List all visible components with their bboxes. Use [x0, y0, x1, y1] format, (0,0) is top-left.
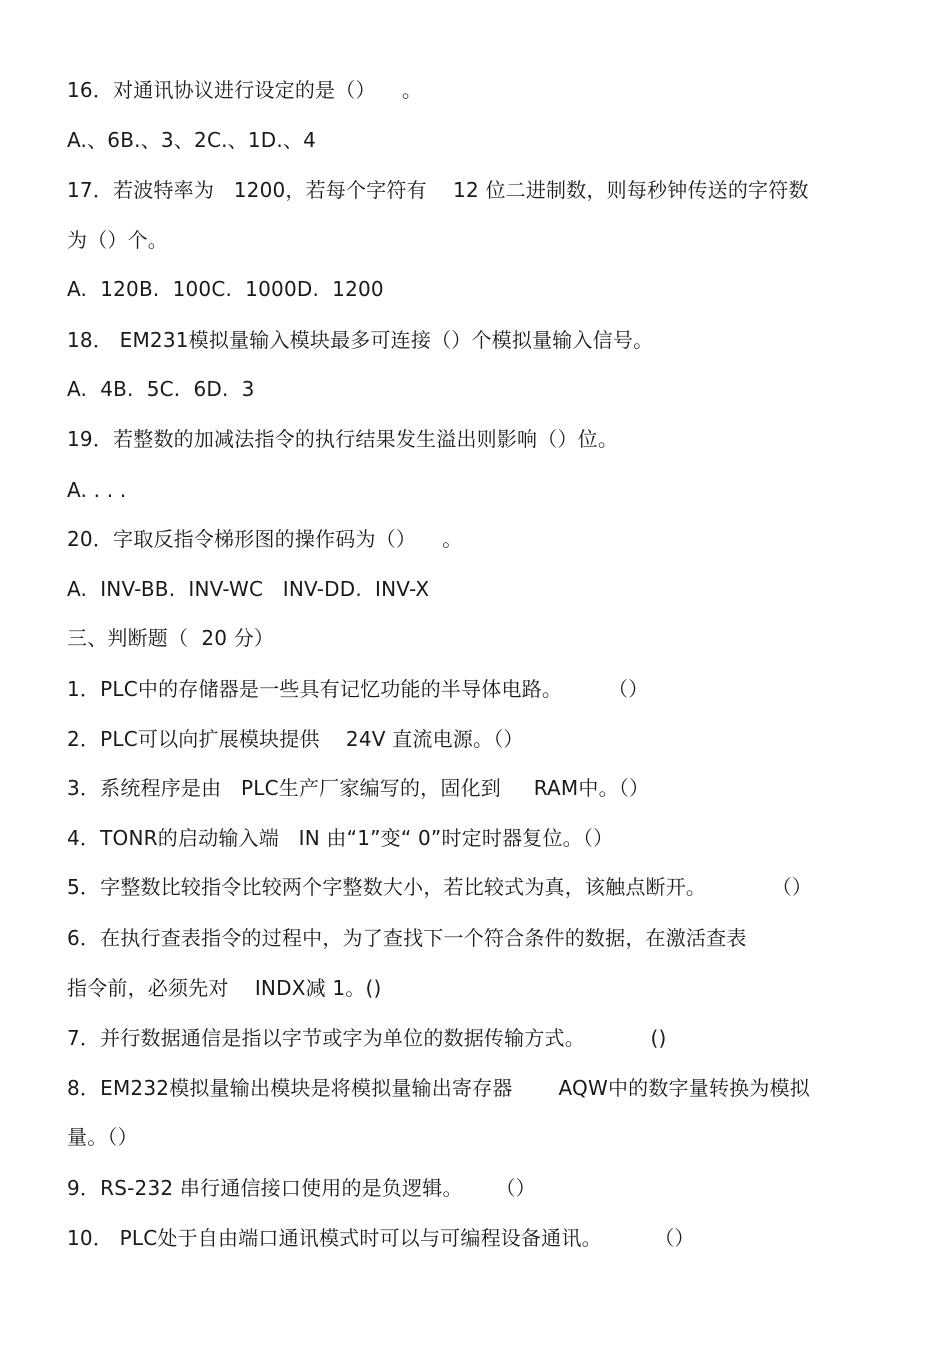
- q17-text-cont: 为（）个。: [67, 228, 168, 252]
- tf-item-8: 8．EM232模拟量输出模块是将模拟量输出寄存器 AQW中的数字量转换为模拟: [67, 1076, 810, 1100]
- q17-options: A. 120B. 100C. 1000D. 1200: [67, 277, 384, 301]
- tf-item-9: 9．RS-232 串行通信接口使用的是负逻辑。 （）: [67, 1176, 536, 1200]
- q17-text: 17．若波特率为 1200，若每个字符有 12 位二进制数，则每秒钟传送的字符数: [67, 178, 809, 202]
- tf-item-4: 4．TONR的启动输入端 IN 由“1”变“ 0”时定时器复位。（）: [67, 826, 614, 850]
- tf-item-6: 6．在执行查表指令的过程中，为了查找下一个符合条件的数据，在激活查表: [67, 926, 747, 950]
- tf-item-1: 1．PLC中的存储器是一些具有记忆功能的半导体电路。 （）: [67, 677, 649, 701]
- q18-options: A. 4B. 5C. 6D. 3: [67, 377, 255, 401]
- q19-options: A. . . .: [67, 478, 127, 502]
- tf-item-5: 5．字整数比较指令比较两个字整数大小，若比较式为真，该触点断开。 （）: [67, 875, 813, 899]
- q20-text: 20．字取反指令梯形图的操作码为（） 。: [67, 527, 463, 551]
- q16-options: A.、6B.、3、2C.、1D.、4: [67, 128, 317, 152]
- tf-item-7: 7．并行数据通信是指以字节或字为单位的数据传输方式。 (): [67, 1026, 667, 1050]
- tf-item-8-cont: 量。（）: [67, 1125, 138, 1149]
- tf-item-2: 2．PLC可以向扩展模块提供 24V 直流电源。（）: [67, 727, 524, 751]
- q18-text: 18． EM231模拟量输入模块最多可连接（）个模拟量输入信号。: [67, 328, 654, 352]
- tf-item-3: 3．系统程序是由 PLC生产厂家编写的，固化到 RAM中。（）: [67, 776, 650, 800]
- q16-text: 16．对通讯协议进行设定的是（） 。: [67, 78, 423, 102]
- section-heading: 三、判断题（ 20 分）: [67, 626, 275, 650]
- q20-options: A. INV-BB. INV-WC INV-DD. INV-X: [67, 577, 430, 601]
- tf-item-6-cont: 指令前，必须先对 INDX减 1。(): [67, 976, 382, 1000]
- q19-text: 19．若整数的加减法指令的执行结果发生溢出则影响（）位。: [67, 427, 619, 451]
- tf-item-10: 10． PLC处于自由端口通讯模式时可以与可编程设备通讯。 （）: [67, 1226, 695, 1250]
